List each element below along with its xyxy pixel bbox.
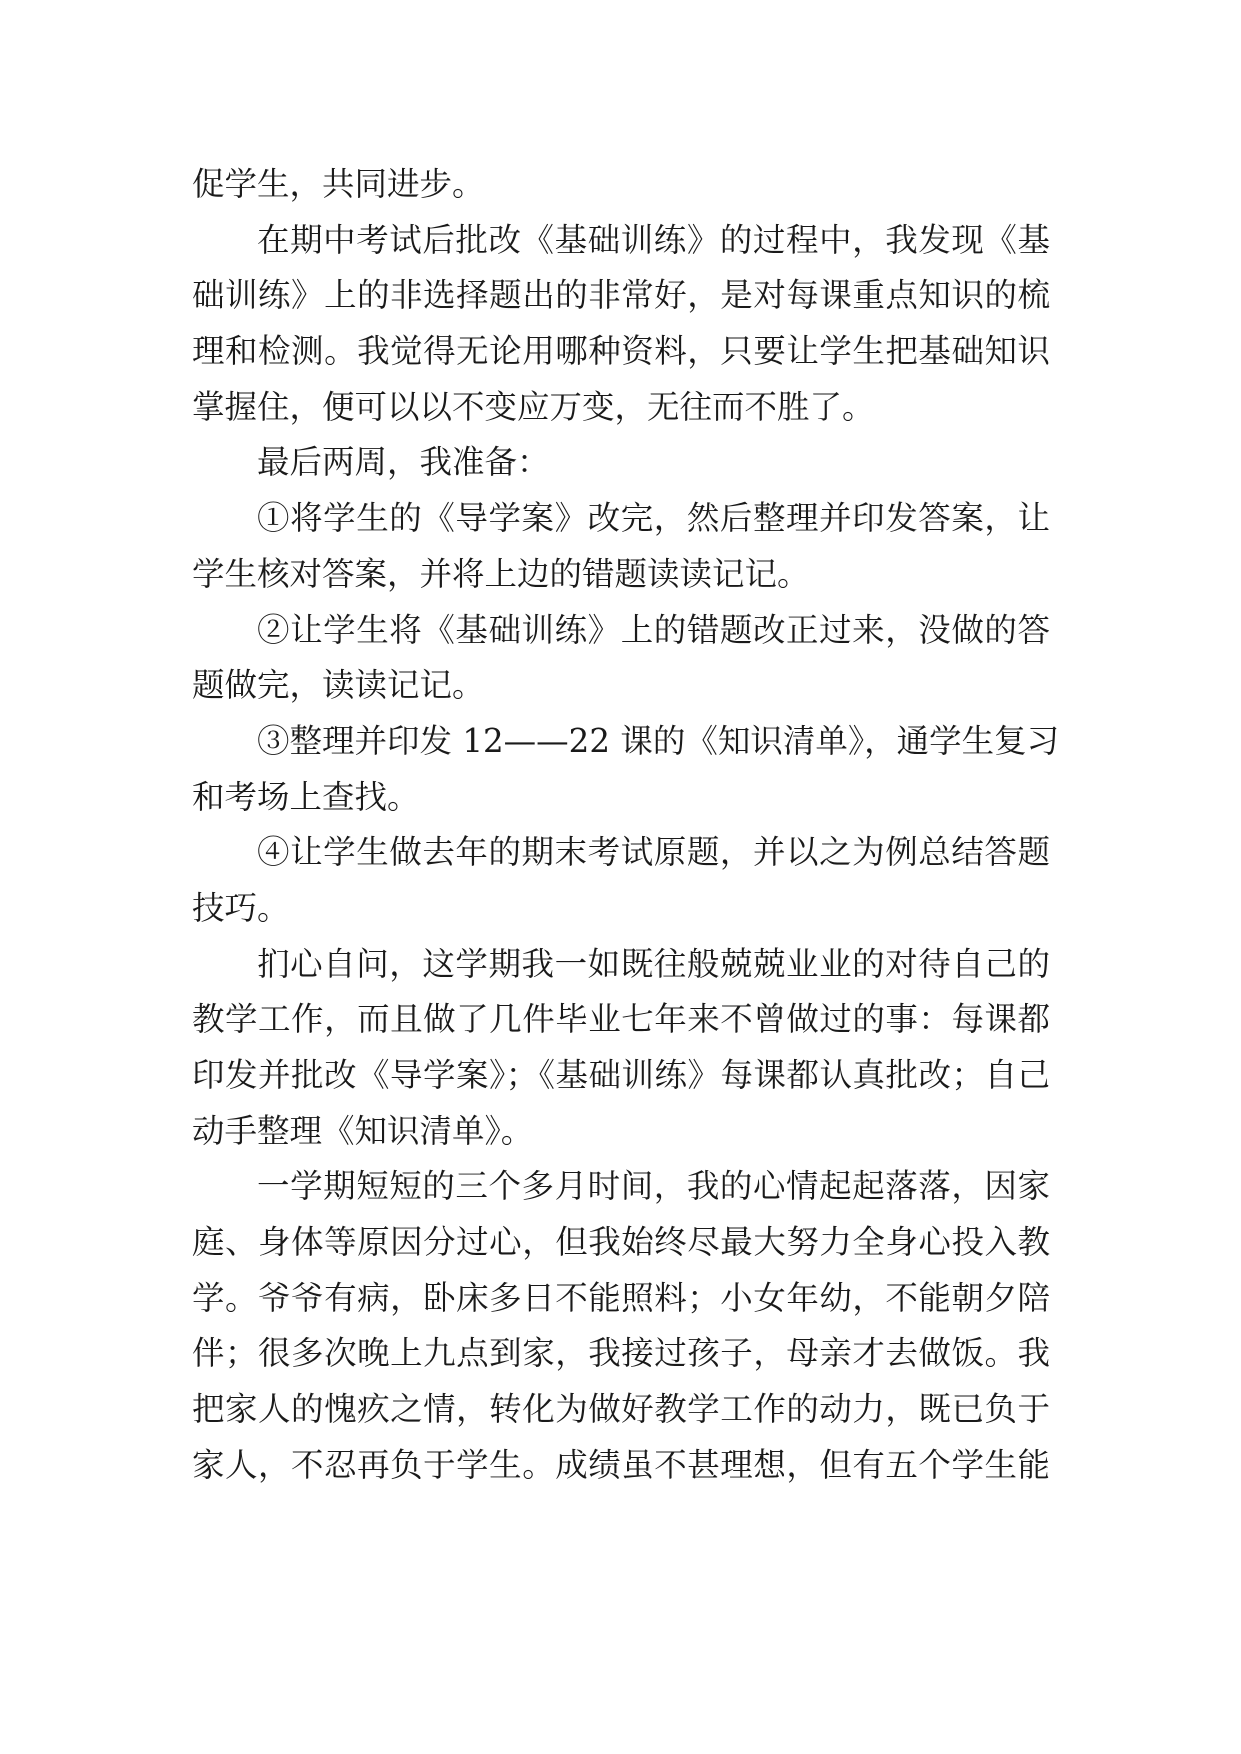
- text-line: 把家人的愧疚之情，转化为做好教学工作的动力，既已负于: [192, 1390, 1050, 1429]
- text-line: 学生核对答案，并将上边的错题读读记记。: [192, 554, 810, 593]
- document-body: [192, 157, 1060, 1494]
- text-line: 庭、身体等原因分过心，但我始终尽最大努力全身心投入教: [192, 1223, 1050, 1262]
- text-line: 学。爷爷有病，卧床多日不能照料；小女年幼，不能朝夕陪: [192, 1278, 1050, 1317]
- text-line: 扪心自问，这学期我一如既往般兢兢业业的对待自己的: [257, 944, 1050, 983]
- text-line: 教学工作，而且做了几件毕业七年来不曾做过的事：每课都: [192, 1000, 1050, 1039]
- text-line: ④让学生做去年的期末考试原题，并以之为例总结答题: [257, 833, 1050, 872]
- text-line: 题做完，读读记记。: [192, 666, 485, 705]
- text-line: 动手整理《知识清单》。: [192, 1111, 534, 1150]
- text-line: 一学期短短的三个多月时间，我的心情起起落落，因家: [257, 1167, 1050, 1206]
- text-line: ③整理并印发 12——22 课的《知识清单》，通学生复习: [257, 721, 1060, 760]
- text-line: 在期中考试后批改《基础训练》的过程中，我发现《基: [257, 220, 1050, 259]
- text-line: 最后两周，我准备：: [257, 443, 550, 482]
- text-line: 伴；很多次晚上九点到家，我接过孩子，母亲才去做饭。我: [192, 1334, 1050, 1373]
- text-line: ①将学生的《导学案》改完，然后整理并印发答案，让: [257, 499, 1050, 538]
- text-line: 促学生，共同进步。: [192, 165, 485, 203]
- text-line: 家人，不忍再负于学生。成绩虽不甚理想，但有五个学生能: [192, 1445, 1050, 1484]
- text-line: ②让学生将《基础训练》上的错题改正过来，没做的答: [257, 610, 1050, 649]
- text-line: 础训练》上的非选择题出的非常好，是对每课重点知识的梳: [192, 276, 1050, 315]
- text-line: 技巧。: [192, 888, 290, 927]
- text-line: 和考场上查找。: [192, 777, 420, 816]
- text-line: 掌握住，便可以以不变应万变，无往而不胜了。: [192, 387, 875, 426]
- text-line: 印发并批改《导学案》；《基础训练》每课都认真批改；自己: [192, 1056, 1050, 1094]
- text-line: 理和检测。我觉得无论用哪种资料，只要让学生把基础知识: [192, 332, 1050, 371]
